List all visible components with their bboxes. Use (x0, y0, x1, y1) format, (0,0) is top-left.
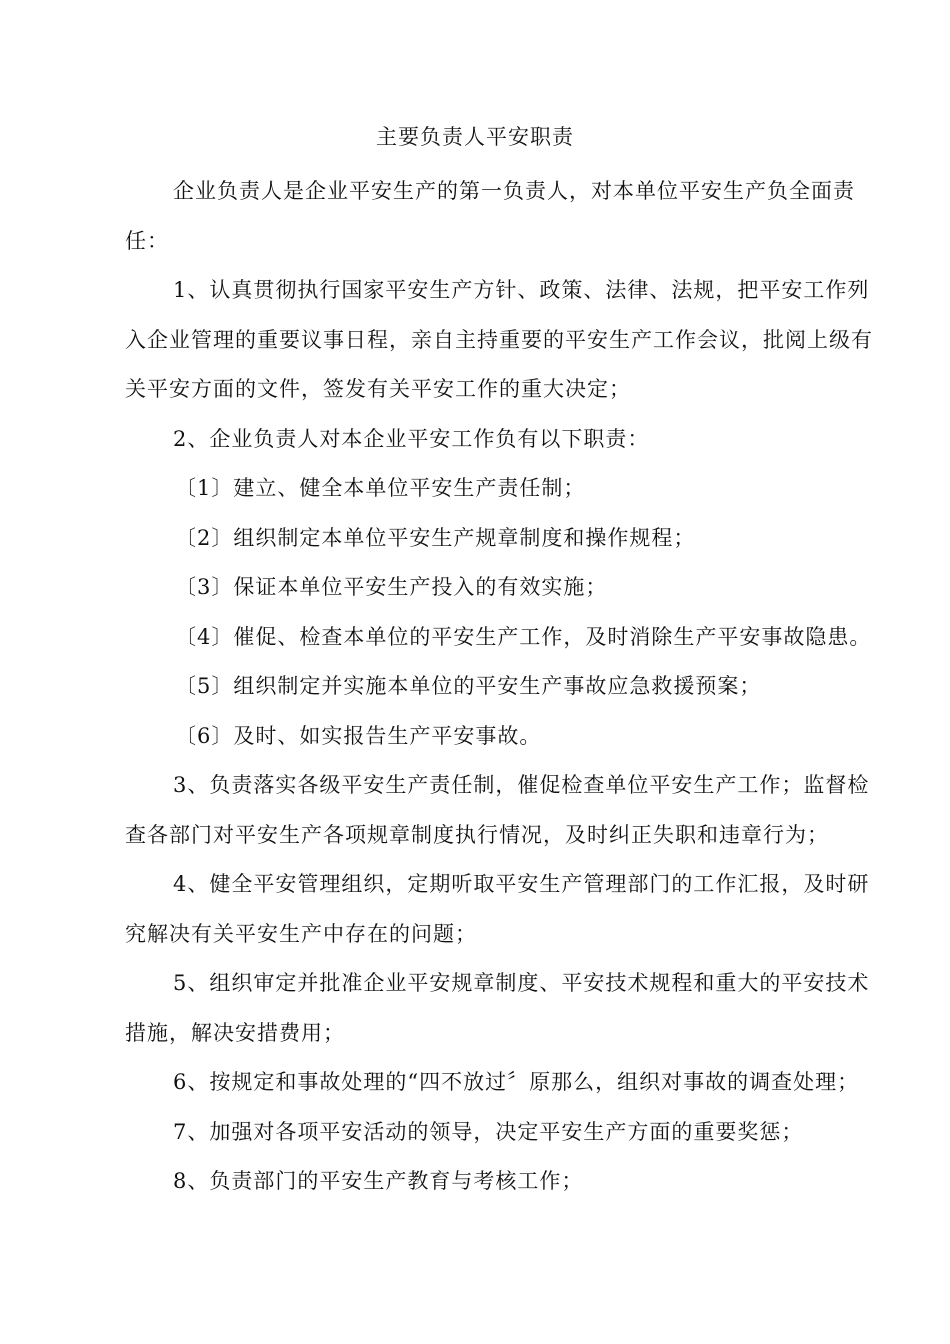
document-body (125, 167, 875, 1207)
sub-duty-1: 〔1〕建立、健全本单位平安生产责任制； (175, 476, 586, 500)
duty-item-3: 3、负责落实各级平安生产责任制，催促检查单位平安生产工作；监督检查各部门对平安生产各项规章制度执行情况，及时纠正失职和违章行为； (125, 773, 870, 847)
document-title: 主要负责人平安职责 (376, 125, 574, 149)
duty-item-6: 6、按规定和事故处理的“四不放过〞原那么，组织对事故的调查处理； (173, 1070, 860, 1094)
sub-duty-6: 〔6〕及时、如实报告生产平安事故。 (175, 723, 542, 748)
duty-item-2: 2、企业负责人对本企业平安工作负有以下职责： (173, 426, 650, 451)
sub-duty-2: 〔2〕组织制定本单位平安生产规章制度和操作规程； (175, 525, 696, 550)
intro-paragraph: 企业负责人是企业平安生产的第一负责人，对本单位平安生产负全面责任： (125, 179, 855, 253)
duty-item-5: 5、组织审定并批准企业平安规章制度、平安技术规程和重大的平安技术措施，解决安措费用； (125, 971, 870, 1045)
sub-duty-4: 〔4〕催促、检查本单位的平安生产工作，及时消除生产平安事故隐患。 (175, 624, 872, 649)
sub-duty-3: 〔3〕保证本单位平安生产投入的有效实施； (175, 575, 608, 599)
sub-duty-5: 〔5〕组织制定并实施本单位的平安生产事故应急救援预案； (175, 674, 762, 698)
duty-item-7: 7、加强对各项平安活动的领导，决定平安生产方面的重要奖惩； (173, 1119, 804, 1144)
duty-item-4: 4、健全平安管理组织，定期听取平安生产管理部门的工作汇报，及时研究解决有关平安生产中存在的问题； (125, 872, 870, 946)
duty-item-8: 8、负责部门的平安生产教育与考核工作； (173, 1169, 584, 1193)
duty-item-1: 1、认真贯彻执行国家平安生产方针、政策、法律、法规，把平安工作列入企业管理的重要议事日程，亲自主持重要的平安生产工作会议，批阅上级有关平安方面的文件，签发有关平安工作的重大决定； (125, 278, 873, 401)
